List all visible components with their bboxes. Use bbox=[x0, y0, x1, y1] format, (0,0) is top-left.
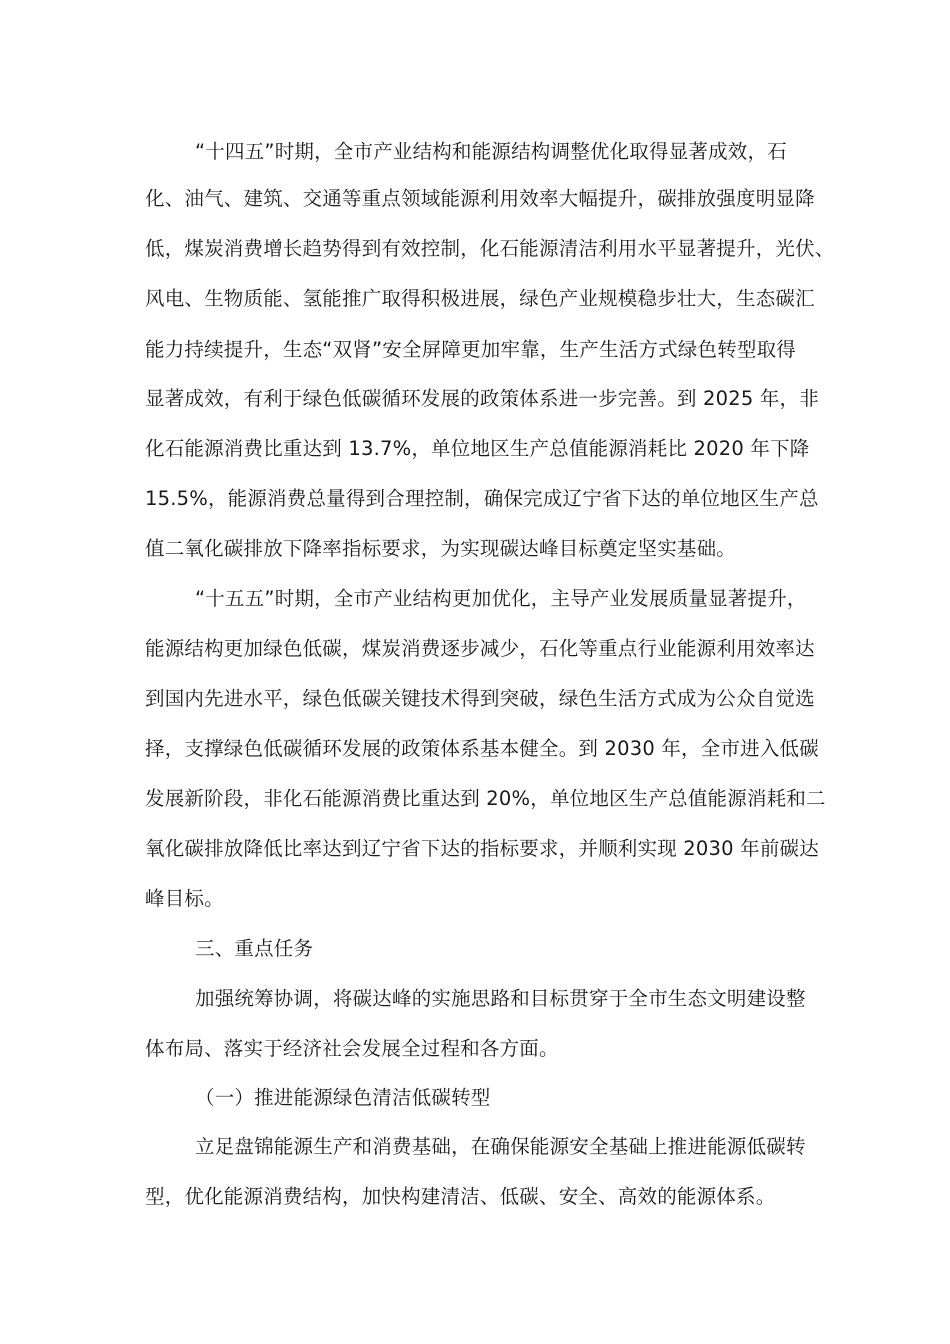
paragraph-line: 化石能源消费比重达到 13.7%，单位地区生产总值能源消耗比 2020 年下降 bbox=[145, 437, 810, 460]
paragraph-line: 峰目标。 bbox=[145, 887, 224, 910]
paragraph-line: 氧化碳排放降低比率达到辽宁省下达的指标要求，并顺利实现 2030 年前碳达 bbox=[145, 837, 819, 860]
subsection-heading: （一）推进能源绿色清洁低碳转型 bbox=[195, 1086, 491, 1109]
paragraph-line: 发展新阶段，非化石能源消费比重达到 20%，单位地区生产总值能源消耗和二 bbox=[145, 787, 826, 810]
paragraph-line: 显著成效，有利于绿色低碳循环发展的政策体系进一步完善。到 2025 年，非 bbox=[145, 387, 819, 410]
paragraph-line: 风电、生物质能、氢能推广取得积极进展，绿色产业规模稳步壮大，生态碳汇 bbox=[145, 287, 815, 310]
paragraph-line: 能源结构更加绿色低碳，煤炭消费逐步减少，石化等重点行业能源利用效率达 bbox=[145, 637, 815, 660]
paragraph-line: 体布局、落实于经济社会发展全过程和各方面。 bbox=[145, 1037, 559, 1060]
paragraph-line: 值二氧化碳排放下降率指标要求，为实现碳达峰目标奠定坚实基础。 bbox=[145, 537, 737, 560]
paragraph-line: 型，优化能源消费结构，加快构建清洁、低碳、安全、高效的能源体系。 bbox=[145, 1185, 776, 1208]
section-heading: 三、重点任务 bbox=[195, 937, 314, 960]
paragraph-line: “十四五”时期，全市产业结构和能源结构调整优化取得显著成效，石 bbox=[195, 140, 787, 163]
paragraph-line: 能力持续提升，生态“双肾”安全屏障更加牢靠，生产生活方式绿色转型取得 bbox=[145, 338, 797, 361]
paragraph-line: 化、油气、建筑、交通等重点领域能源利用效率大幅提升，碳排放强度明显降 bbox=[145, 187, 815, 210]
paragraph-line: 到国内先进水平，绿色低碳关键技术得到突破，绿色生活方式成为公众自觉选 bbox=[145, 687, 815, 710]
paragraph-line: “十五五”时期，全市产业结构更加优化，主导产业发展质量显著提升， bbox=[195, 587, 807, 610]
paragraph-line: 立足盘锦能源生产和消费基础，在确保能源安全基础上推进能源低碳转 bbox=[195, 1135, 806, 1158]
paragraph-line: 加强统筹协调，将碳达峰的实施思路和目标贯穿于全市生态文明建设整 bbox=[195, 987, 806, 1010]
paragraph-line: 15.5%，能源消费总量得到合理控制，确保完成辽宁省下达的单位地区生产总 bbox=[145, 487, 819, 510]
paragraph-line: 择，支撑绿色低碳循环发展的政策体系基本健全。到 2030 年，全市进入低碳 bbox=[145, 737, 819, 760]
paragraph-line: 低，煤炭消费增长趋势得到有效控制，化石能源清洁利用水平显著提升，光伏、 bbox=[145, 237, 835, 260]
